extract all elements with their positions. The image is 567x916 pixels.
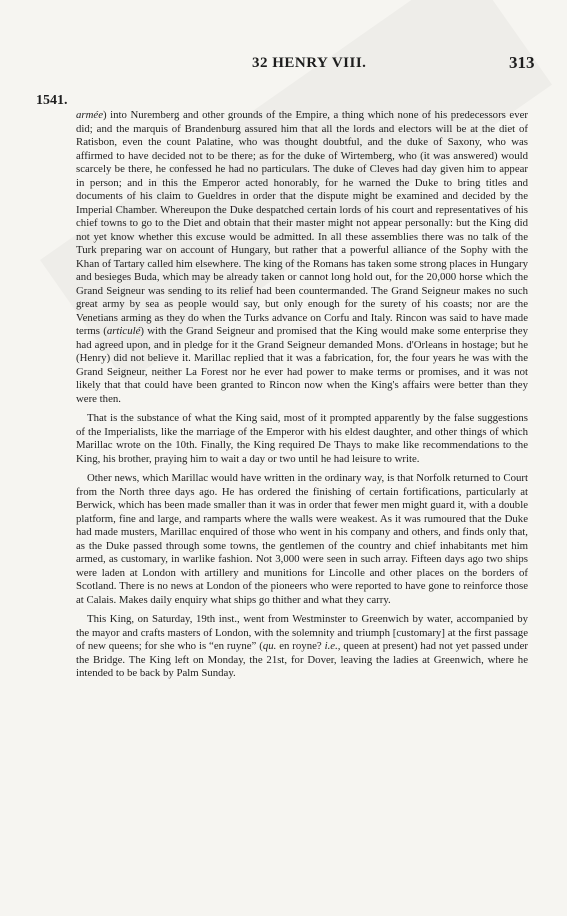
paragraph-text: This King, on Saturday, 19th inst., went from Westminster to Greenwich by water, accompanied by the mayor and crafts masters of London, with the solemnity and triumph [customary] at the first passage of new queens; for she who is “en ruyne” ( bbox=[76, 613, 528, 652]
body-text bbox=[76, 109, 528, 687]
paragraph-text: en royne? bbox=[276, 640, 325, 652]
margin-year: 1541. bbox=[36, 93, 68, 108]
paragraph-text: ) with the Grand Seigneur and promised that the King would make some enterprise they had agreed upon, and in pledge for it the Grand Seigneur demanded Mons. d'Orleans in hostage; but he (Henry) did not believe it. Marillac replied that it was a fabrication, for, the four years he was with the Grand Seigneur, neither La Forest nor he ever had power to make terms or promises, and it was not likely that that could have been granted to Rincon now when the King's affairs were better than they were then. bbox=[76, 325, 528, 405]
paragraph-1 bbox=[76, 109, 528, 406]
paragraph-text: queen at present) had not yet passed under the Bridge. The King left on Monday, the 21st, for Dover, leaving the ladies at Greenwich, where he intended to be back by Palm Sunday. bbox=[76, 640, 528, 679]
italic-word: articulé bbox=[106, 325, 141, 337]
italic-word: armée bbox=[76, 109, 103, 121]
italic-word: qu. bbox=[262, 640, 277, 652]
running-head bbox=[0, 51, 567, 75]
paragraph-2: That is the substance of what the King said, most of it prompted apparently by the false suggestions of the Imperialists, like the marriage of the Emperor with his eldest daughter, and other things of which Marillac wrote on the 10th. Finally, the King required De Thays to make like recommendations to the King, his brother, praying him to wait a day or two until he had leisure to write. bbox=[76, 412, 528, 465]
italic-word: i.e., bbox=[324, 640, 341, 652]
paragraph-4 bbox=[76, 613, 528, 681]
page-number: 313 bbox=[509, 53, 535, 72]
running-title: 32 HENRY VIII. bbox=[252, 55, 367, 71]
paragraph-3: Other news, which Marillac would have written in the ordinary way, is that Norfolk returned to Court from the North three days ago. He has ordered the finishing of certain fortifications, particularly at Berwick, which has been made smaller than it was in order that fewer men might guard it, with a double platform, fine and large, and ramparts where the walls were weakest. As it was rumoured that the Duke had made musters, Marillac enquired of those who went in his company and others, and finds only that, as the Duke passed through some towns, the gentlemen of the country and chief inhabitants met him armed, as customary, in warlike fashion. Not 3,000 were seen in such array. Fifteen days ago two ships were laden at London with artillery and munitions for Lincolle and other places on the borders of Scotland. There is no news at London of the pioneers who were reported to have gone to reinforce those at Calais. Makes daily enquiry what ships go thither and what they carry. bbox=[76, 472, 528, 606]
paragraph-text: ) into Nuremberg and other grounds of the Empire, a thing which none of his predecessors ever did; and the marquis of Brandenburg assured him that all the lords and electors will be at the diet of Ratisbon, even the count Palatine, who was thought doubtful, and the duke of Saxony, who was affirmed to have decided not to be there; as for the duke of Wirtemberg, who (it was answered) would scarcely be there, he confessed he had no particulars. The duke of Cleves had day given him to appear in person; and in this the Emperor acted honorably, for he warned the Duke to bring titles and documents of his claim to Gueldres in order that the dispute might be examined and decided by the Imperial Chamber. Whereupon the Duke despatched certain lords of his court and representatives of his chief towns to go to the Diet and obtain that their master might not appear personally: but the King did not yet know whether this excuse would be admitted. In all these assemblies there was no talk of the Turk preparing war on account of Hungary, but rather that a powerful alliance of the Sophy with the Khan of Tartary called him elsewhere. The king of the Romans has taken some strong places in Hungary and besieges Buda, which may be already taken or cannot long hold out, for the 20,000 horse which the Grand Seigneur was sending to its relief had been countermanded. The Grand Seigneur makes no such great army by sea as people would say, but only enough for the surety of his coasts; nor are the Venetians arming as they do when the Turks advance on Corfu and Italy. Rincon was said to have made terms ( bbox=[76, 109, 528, 337]
